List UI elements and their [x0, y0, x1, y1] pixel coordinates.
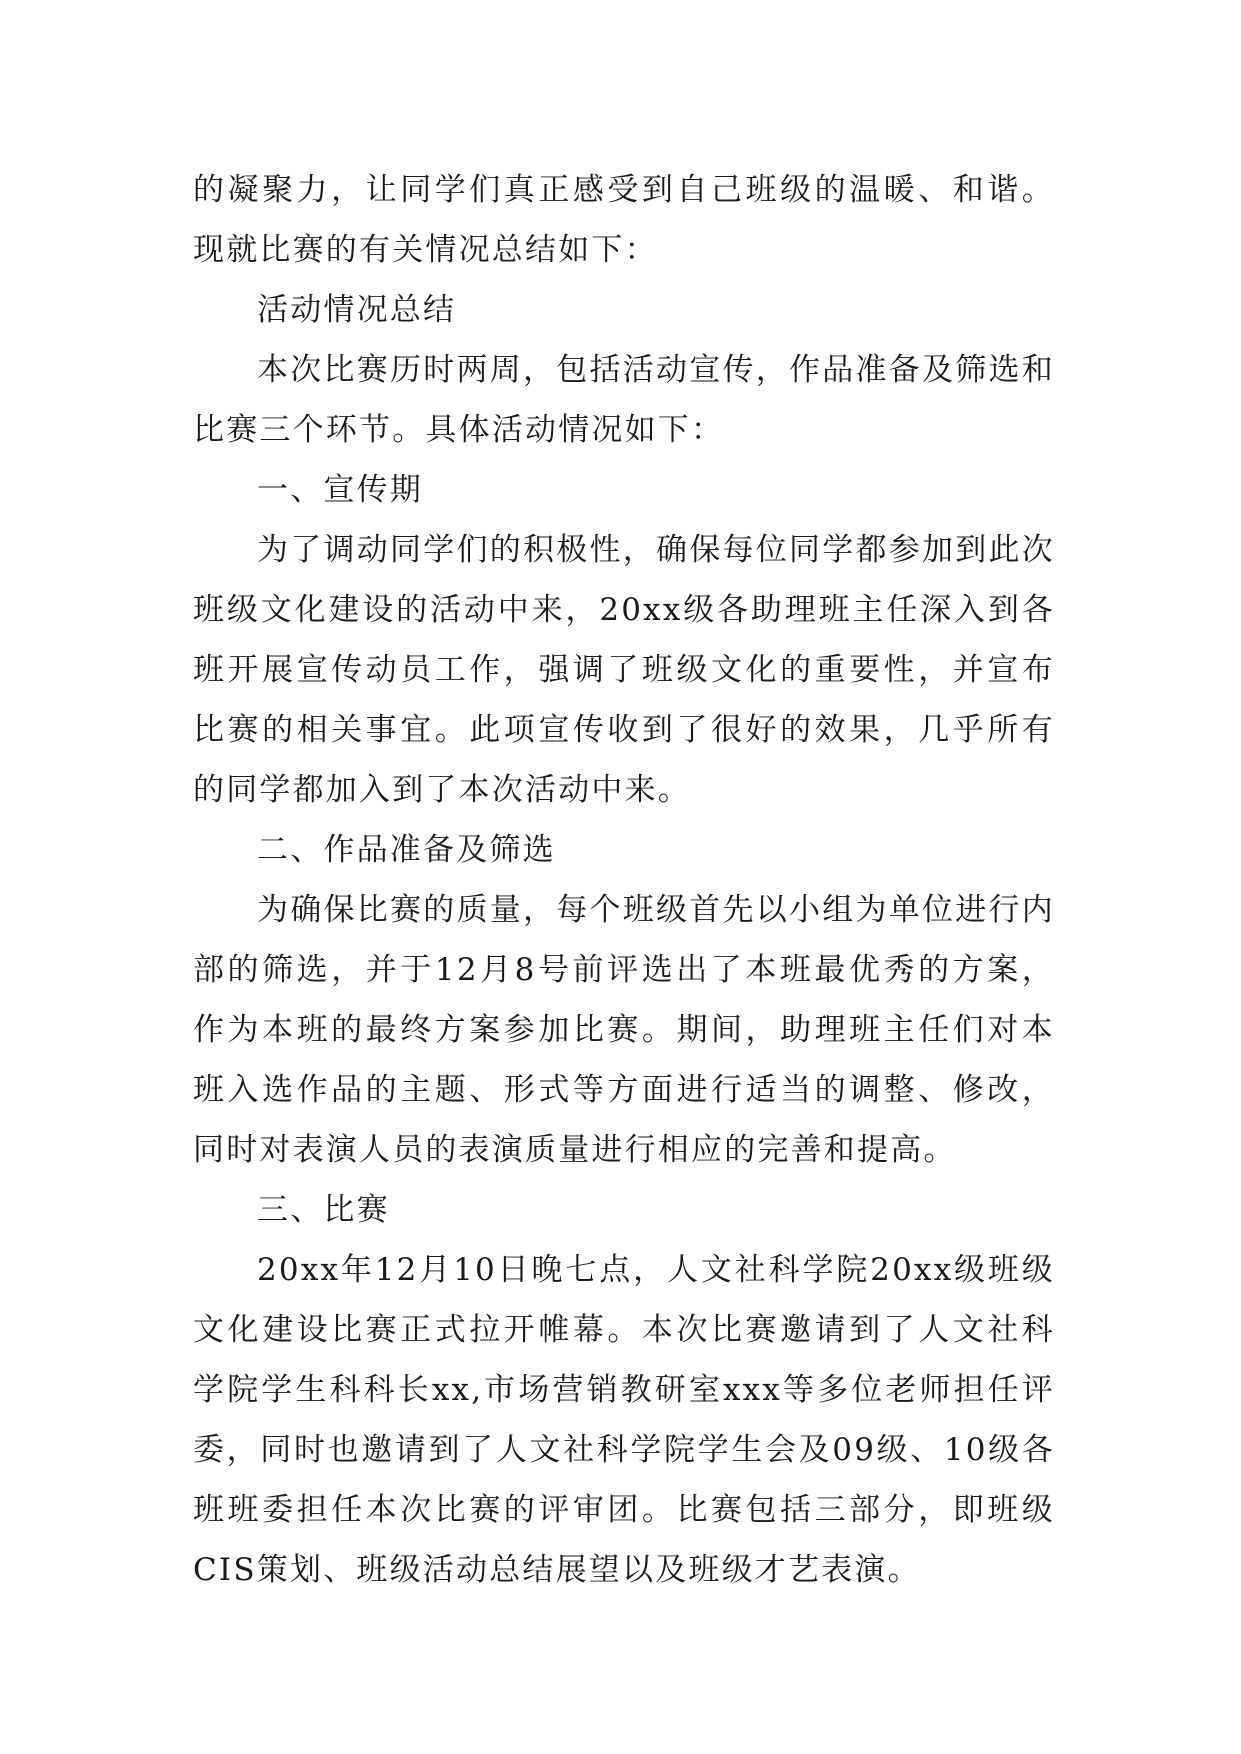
- heading-publicity-period: 一、宣传期: [257, 472, 423, 508]
- document-body: [193, 160, 1055, 1600]
- paragraph-intro-continuation: 的凝聚力，让同学们真正感受到自己班级的温暖、和谐。现就比赛的有关情况总结如下：: [193, 172, 1055, 268]
- heading-activity-summary: 活动情况总结: [257, 292, 457, 328]
- paragraph-publicity: 为了调动同学们的积极性，确保每位同学都参加到此次班级文化建设的活动中来，20xx级各助理班主任深入到各班开展宣传动员工作，强调了班级文化的重要性，并宣布比赛的相关事宜。此项宣传收到了很好的效果，几乎所有的同学都加入到了本次活动中来。: [193, 532, 1055, 808]
- paragraph-preparation: 为确保比赛的质量，每个班级首先以小组为单位进行内部的筛选，并于12月8号前评选出了本班最优秀的方案，作为本班的最终方案参加比赛。期间，助理班主任们对本班入选作品的主题、形式等方面进行适当的调整、修改，同时对表演人员的表演质量进行相应的完善和提高。: [193, 892, 1055, 1168]
- paragraph-overview: 本次比赛历时两周，包括活动宣传，作品准备及筛选和比赛三个环节。具体活动情况如下：: [193, 352, 1055, 448]
- paragraph-competition: 20xx年12月10日晚七点，人文社科学院20xx级班级文化建设比赛正式拉开帷幕。本次比赛邀请到了人文社科学院学生科科长xx,市场营销教研室xxx等多位老师担任评委，同时也邀请到了人文社科学院学生会及09级、10级各班班委担任本次比赛的评审团。比赛包括三部分，即班级CIS策划、班级活动总结展望以及班级才艺表演。: [193, 1252, 1055, 1588]
- heading-competition: 三、比赛: [257, 1192, 390, 1228]
- heading-preparation-selection: 二、作品准备及筛选: [257, 832, 556, 868]
